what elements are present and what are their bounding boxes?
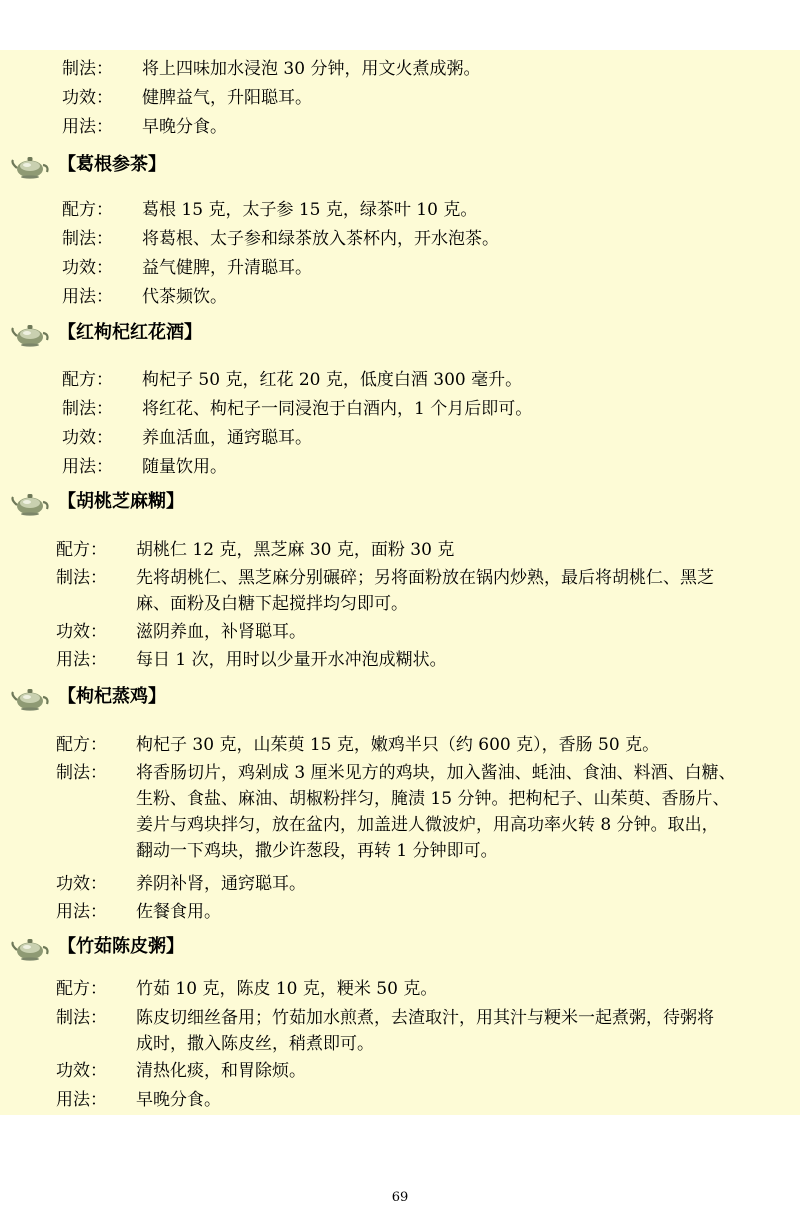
row-label: 配方： (62, 370, 113, 390)
row-text: 葛根 15 克，太子参 15 克，绿茶叶 10 克。 (142, 200, 478, 220)
row-text: 将葛根、太子参和绿茶放入茶杯内，开水泡茶。 (142, 229, 499, 249)
row-text: 枸杞子 50 克，红花 20 克，低度白酒 300 毫升。 (142, 370, 523, 390)
row-label: 配方： (56, 735, 107, 755)
row-text: 佐餐食用。 (136, 902, 221, 922)
row-text: 生粉、食盐、麻油、胡椒粉拌匀，腌渍 15 分钟。把枸杞子、山茱萸、香肠片、 (136, 789, 730, 809)
recipe-title: 【红枸杞红花酒】 (58, 322, 202, 343)
row-text: 养阴补肾，通窍聪耳。 (136, 874, 306, 894)
row-label: 用法： (56, 650, 107, 670)
row-text: 代茶频饮。 (142, 287, 227, 307)
row-text: 将红花、枸杞子一同浸泡于白酒内，1 个月后即可。 (142, 399, 533, 419)
recipe-title: 【胡桃芝麻糊】 (58, 491, 184, 512)
row-text: 早晚分食。 (136, 1090, 221, 1110)
row-label: 制法： (56, 568, 107, 588)
row-text: 清热化痰，和胃除烦。 (136, 1061, 306, 1081)
recipe-title: 【竹茹陈皮粥】 (58, 936, 184, 957)
row-label: 功效： (62, 428, 113, 448)
row-label: 功效： (56, 1061, 107, 1081)
teapot-icon (10, 321, 50, 347)
row-label: 制法： (56, 763, 107, 783)
row-text: 早晚分食。 (142, 117, 227, 137)
row-label: 制法： (62, 59, 113, 79)
recipe-title: 【葛根参茶】 (58, 154, 166, 175)
row-text: 胡桃仁 12 克，黑芝麻 30 克，面粉 30 克 (136, 540, 455, 560)
row-text: 养血活血，通窍聪耳。 (142, 428, 312, 448)
row-label: 功效： (62, 258, 113, 278)
row-text: 健脾益气，升阳聪耳。 (142, 88, 312, 108)
teapot-icon (10, 490, 50, 516)
teapot-icon (10, 935, 50, 961)
page-number: 69 (391, 1190, 409, 1205)
row-text: 成时，撒入陈皮丝，稍煮即可。 (136, 1034, 374, 1054)
row-text: 每日 1 次，用时以少量开水冲泡成糊状。 (136, 650, 447, 670)
row-text: 滋阴养血，补肾聪耳。 (136, 622, 306, 642)
row-label: 制法： (62, 399, 113, 419)
row-text: 先将胡桃仁、黑芝麻分别碾碎；另将面粉放在锅内炒熟，最后将胡桃仁、黑芝 (136, 568, 714, 588)
row-text: 益气健脾，升清聪耳。 (142, 258, 312, 278)
row-label: 用法： (62, 287, 113, 307)
row-text: 姜片与鸡块拌匀，放在盆内，加盖进人微波炉，用高功率火转 8 分钟。取出， (136, 815, 719, 835)
row-label: 配方： (56, 979, 107, 999)
teapot-icon (10, 153, 50, 179)
row-text: 陈皮切细丝备用；竹茹加水煎煮，去渣取汁，用其汁与粳米一起煮粥，待粥将 (136, 1008, 714, 1028)
row-text: 将上四味加水浸泡 30 分钟，用文火煮成粥。 (142, 59, 481, 79)
row-label: 用法： (56, 902, 107, 922)
row-label: 用法： (62, 457, 113, 477)
row-label: 功效： (56, 874, 107, 894)
row-label: 功效： (62, 88, 113, 108)
row-label: 配方： (56, 540, 107, 560)
row-text: 翻动一下鸡块，撒少许葱段，再转 1 分钟即可。 (136, 841, 498, 861)
row-text: 竹茹 10 克，陈皮 10 克，粳米 50 克。 (136, 979, 438, 999)
row-label: 制法： (56, 1008, 107, 1028)
recipe-title: 【枸杞蒸鸡】 (58, 686, 166, 707)
row-text: 随量饮用。 (142, 457, 227, 477)
row-label: 用法： (56, 1090, 107, 1110)
row-label: 用法： (62, 117, 113, 137)
row-text: 枸杞子 30 克，山茱萸 15 克，嫩鸡半只（约 600 克），香肠 50 克。 (136, 735, 660, 755)
row-label: 制法： (62, 229, 113, 249)
row-text: 麻、面粉及白糖下起搅拌均匀即可。 (136, 594, 408, 614)
row-label: 功效： (56, 622, 107, 642)
teapot-icon (10, 685, 50, 711)
row-text: 将香肠切片，鸡剁成 3 厘米见方的鸡块，加入酱油、蚝油、食油、料酒、白糖、 (136, 763, 736, 783)
row-label: 配方： (62, 200, 113, 220)
